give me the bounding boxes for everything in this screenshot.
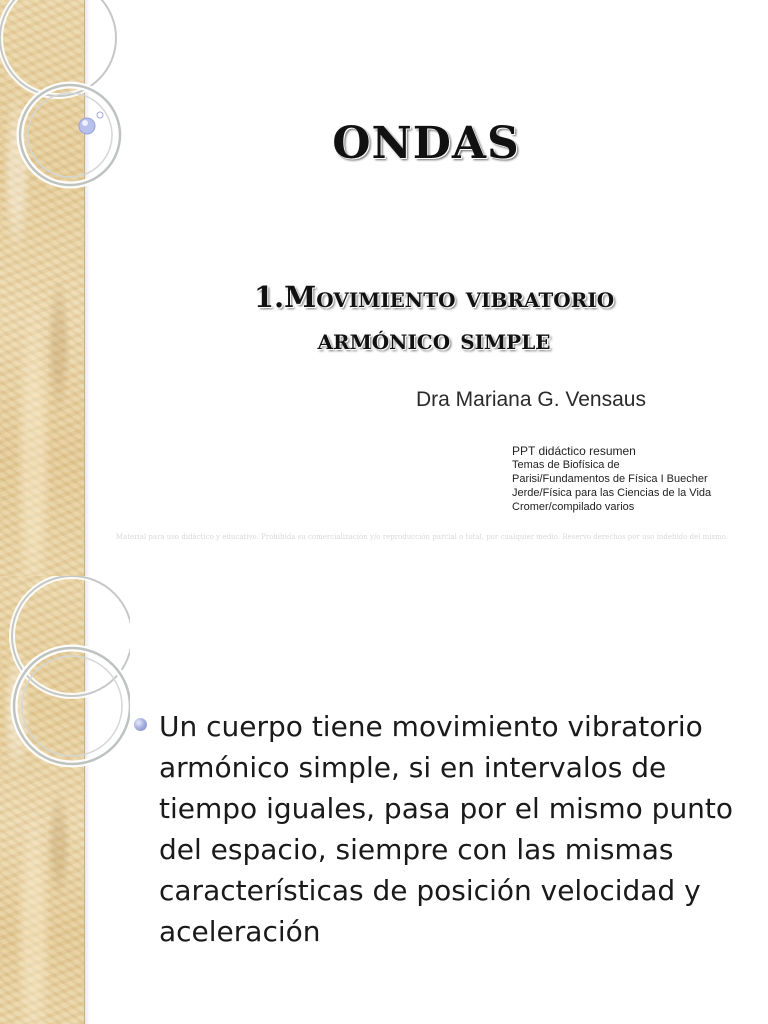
note-line: PPT didáctico resumen — [512, 444, 636, 458]
note-line: Temas de Biofísica de — [512, 459, 620, 471]
source-note — [512, 444, 752, 514]
content-slide — [0, 576, 768, 1024]
bullet-icon — [134, 718, 147, 731]
author-name: Dra Mariana G. Vensaus — [416, 388, 646, 411]
subtitle-line-1: 1.Movimiento vibratorio — [253, 280, 615, 314]
slide-subtitle — [84, 276, 768, 360]
note-line: Cromer/compilado varios — [512, 501, 635, 513]
decorative-rings — [0, 0, 130, 200]
decorative-rings — [0, 576, 130, 776]
disclaimer-watermark: Material para uso didáctico y educativo. Prohibida su comercialización y/o reproducción parcial o total, por cualquier medio. Reservo derechos por uso indebido del mismo. — [115, 533, 729, 541]
note-line: Jerde/Física para las Ciencias de la Vida — [512, 487, 712, 499]
note-line: Parisi/Fundamentos de Física I Buecher — [512, 473, 708, 485]
slide-title: ONDAS — [332, 118, 520, 169]
subtitle-line-2: armónico simple — [317, 322, 551, 356]
bullet-text: Un cuerpo tiene movimiento vibratorio armónico simple, si en intervalos de tiempo iguales, pasa por el mismo punto del espacio, siempre con las mismas características de posición velocidad y aceleración — [159, 710, 734, 948]
